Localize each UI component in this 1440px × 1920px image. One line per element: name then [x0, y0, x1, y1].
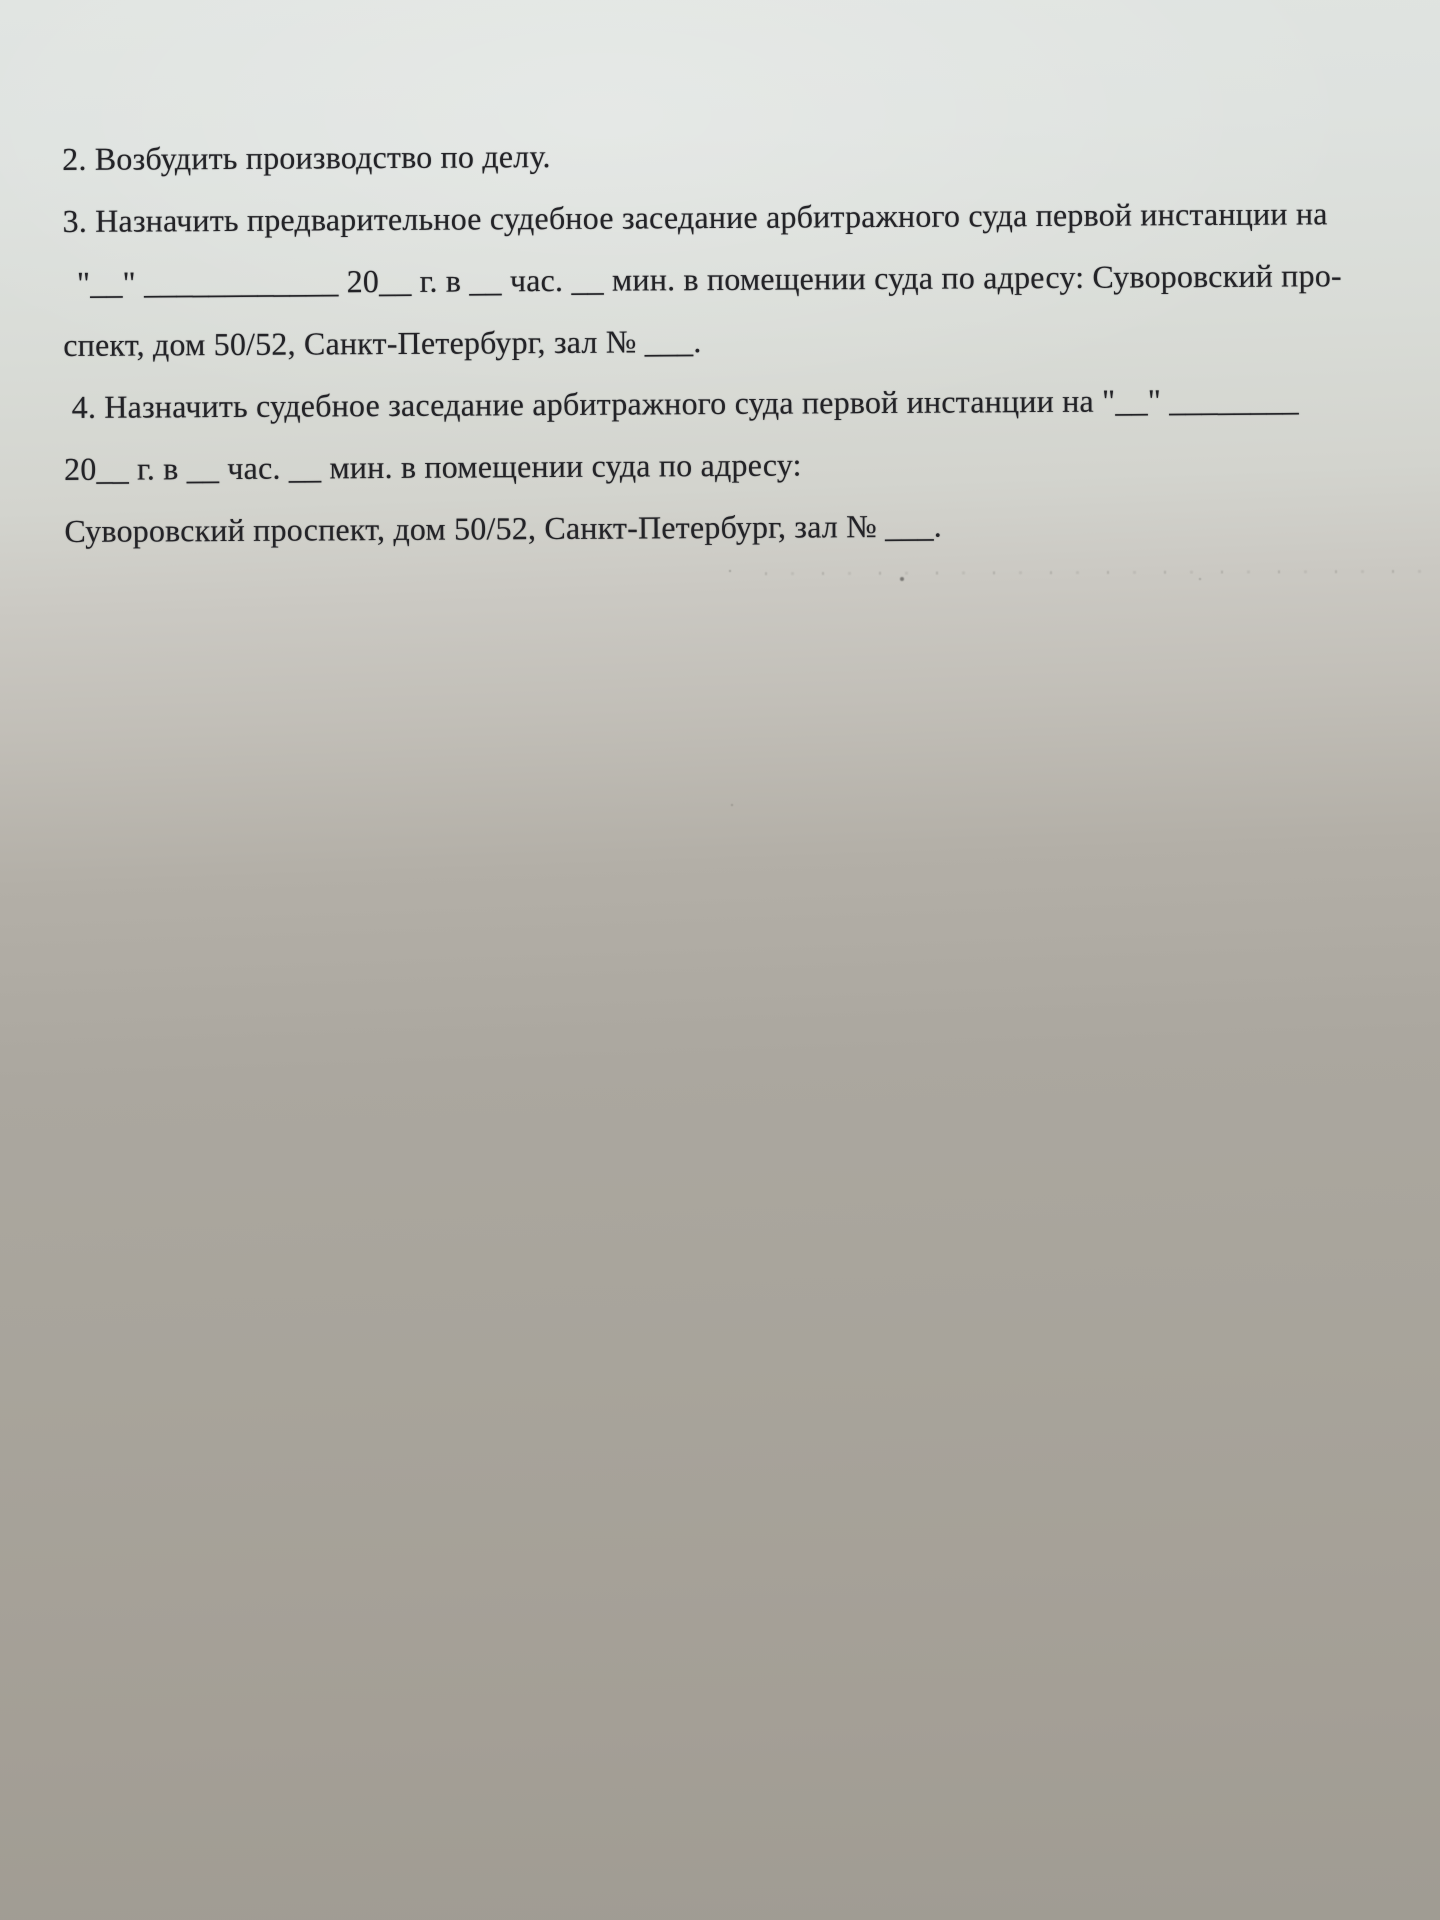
- document-line-4: спект, дом 50/52, Санкт-Петербург, зал № ___.: [63, 323, 702, 363]
- document-text: [62, 120, 1403, 562]
- paper-speck: [900, 577, 904, 581]
- paper-smudge: [765, 570, 1430, 575]
- document-line-2: 3. Назначить предварительное судебное заседание арбитражного суда первой инстанции на: [62, 195, 1328, 239]
- document-line-5: 4. Назначить судебное заседание арбитражного суда первой инстанции на "__" ________: [71, 381, 1299, 425]
- document-line-6: 20__ г. в __ час. __ мин. в помещении суда по адресу:: [63, 446, 802, 487]
- document-line-7: Суворовский проспект, дом 50/52, Санкт-Петербург, зал № ___.: [64, 507, 943, 549]
- document-line-1: 2. Возбудить производство по делу.: [62, 138, 551, 177]
- document-line-3: "__" ____________ 20__ г. в __ час. __ мин. в помещении суда по адресу: Суворовский про-: [76, 257, 1342, 301]
